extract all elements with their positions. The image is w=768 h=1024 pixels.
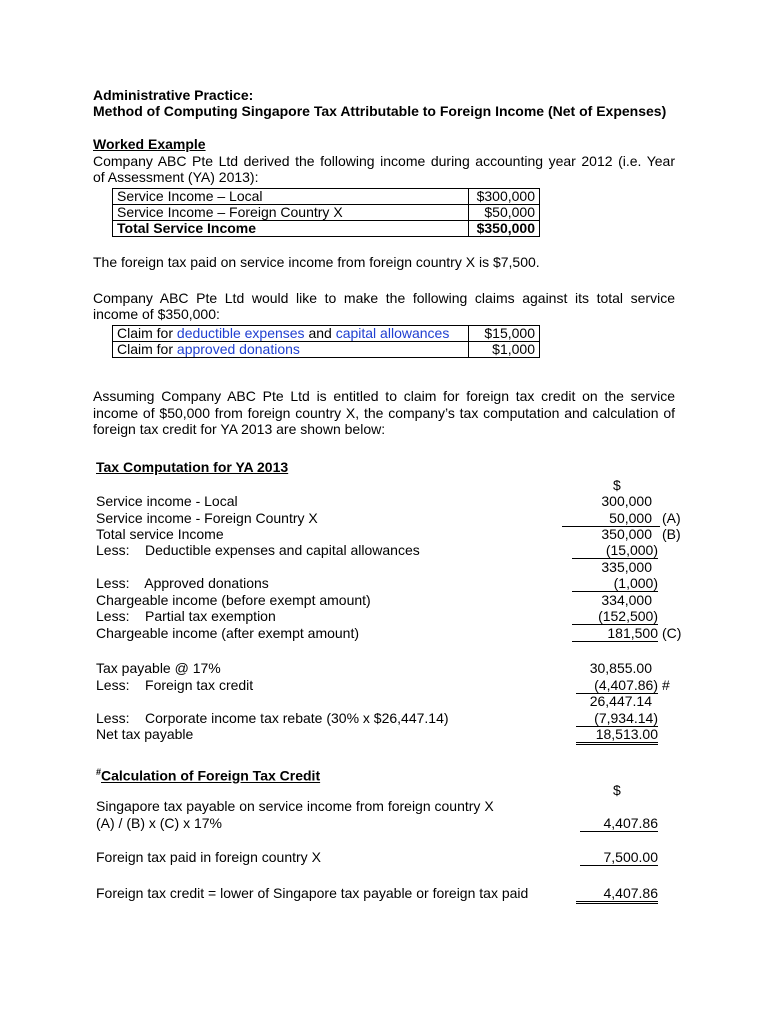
computation-amount: 300,000 [601,493,652,509]
net-tax-payable-amount: 18,513.00 [576,726,658,745]
table-row [113,326,540,342]
amount-value: 50,000 [609,510,652,526]
tax-computation-heading: Tax Computation for YA 2013 [96,459,289,475]
claim-prefix: Claim for [117,325,177,341]
note-marker: # [662,677,670,693]
computation-amount: (152,500) [572,608,658,625]
table-row [113,221,540,237]
currency-symbol: $ [613,477,621,493]
income-label: Service Income – Foreign Country X [113,205,469,221]
computation-amount: (15,000) [572,542,658,559]
note-marker: (B) [662,526,681,542]
computation-label: Less: Foreign tax credit [96,677,254,693]
deductible-expenses-link[interactable]: deductible expenses [176,325,305,341]
ftc-heading-mark: # [96,767,102,777]
computation-amount: 181,500 [572,625,658,642]
ftc-label: Singapore tax payable on service income from foreign country X [96,798,494,814]
claim-amount: $1,000 [469,342,540,358]
doc-heading-1: Administrative Practice: [93,87,254,103]
income-amount: $300,000 [469,189,540,205]
note-marker: (A) [662,510,681,526]
computation-amount: 30,855.00 [589,660,652,676]
computation-amount: 334,000 [601,592,652,608]
computation-label: Chargeable income (after exempt amount) [96,625,360,641]
claim-prefix: Claim for [117,341,177,357]
claims-paragraph-line2: income of $350,000: [93,306,220,322]
ftc-label: Foreign tax credit = lower of Singapore tax payable or foreign tax paid [96,885,529,901]
ftc-heading [96,764,320,784]
approved-donations-link[interactable]: approved donations [176,341,300,357]
ftc-result-amount: 4,407.86 [576,885,658,904]
ftc-label: (A) / (B) x (C) x 17% [96,815,223,831]
foreign-tax-sentence: The foreign tax paid on service income from foreign country X is $7,500. [93,254,540,270]
ftc-heading-text: Calculation of Foreign Tax Credit [101,767,321,784]
intro-paragraph-line2: of Assessment (YA) 2013): [93,169,259,185]
note-marker: (C) [662,625,682,641]
ftc-amount: 4,407.86 [580,815,658,832]
claim-connector: and [304,325,336,341]
doc-heading-2: Method of Computing Singapore Tax Attributable to Foreign Income (Net of Expenses) [93,103,667,119]
computation-label: Less: Partial tax exemption [96,608,276,624]
computation-label: Service income - Foreign Country X [96,510,318,526]
computation-label: Tax payable @ 17% [96,660,221,676]
computation-amount: 335,000 [601,559,652,575]
assume-paragraph-line2: income of $50,000 from foreign country X, the company’s tax computation and calculation of [93,405,675,421]
computation-label: Service income - Local [96,493,238,509]
claims-paragraph-line1: Company ABC Pte Ltd would like to make the following claims against its total service [93,290,675,306]
computation-label: Chargeable income (before exempt amount) [96,592,371,608]
worked-example-heading: Worked Example [93,136,206,152]
income-label: Service Income – Local [113,189,469,205]
computation-label: Less: Deductible expenses and capital allowances [96,542,420,558]
computation-label: Less: Approved donations [96,575,269,591]
computation-amount: (4,407.86) [576,677,658,694]
income-table [112,188,540,237]
table-row [113,342,540,358]
claim-amount: $15,000 [469,326,540,342]
capital-allowances-link[interactable]: capital allowances [335,325,450,341]
table-row [113,189,540,205]
computation-label: Net tax payable [96,726,194,742]
currency-symbol: $ [613,782,621,798]
income-amount: $50,000 [469,205,540,221]
assume-paragraph-line1: Assuming Company ABC Pte Ltd is entitled to claim for foreign tax credit on the service [93,388,675,404]
computation-amount: (7,934.14) [576,710,658,727]
claims-table [112,325,540,358]
computation-label: Less: Corporate income tax rebate (30% x $26,447.14) [96,710,449,726]
claim-label [113,342,469,358]
claim-label [113,326,469,342]
computation-label: Total service Income [96,526,224,542]
table-row [113,205,540,221]
ftc-amount: 7,500.00 [580,849,658,866]
ftc-label: Foreign tax paid in foreign country X [96,849,321,865]
computation-amount: 350,000 [601,526,652,542]
income-total-amount: $350,000 [469,221,540,237]
intro-paragraph-line1: Company ABC Pte Ltd derived the following income during accounting year 2012 (i.e. Year [93,153,675,169]
computation-amount [562,510,660,527]
income-total-label: Total Service Income [113,221,469,237]
computation-amount: 26,447.14 [589,693,652,709]
assume-paragraph-line3: foreign tax credit for YA 2013 are shown below: [93,421,386,437]
computation-amount: (1,000) [572,575,658,592]
